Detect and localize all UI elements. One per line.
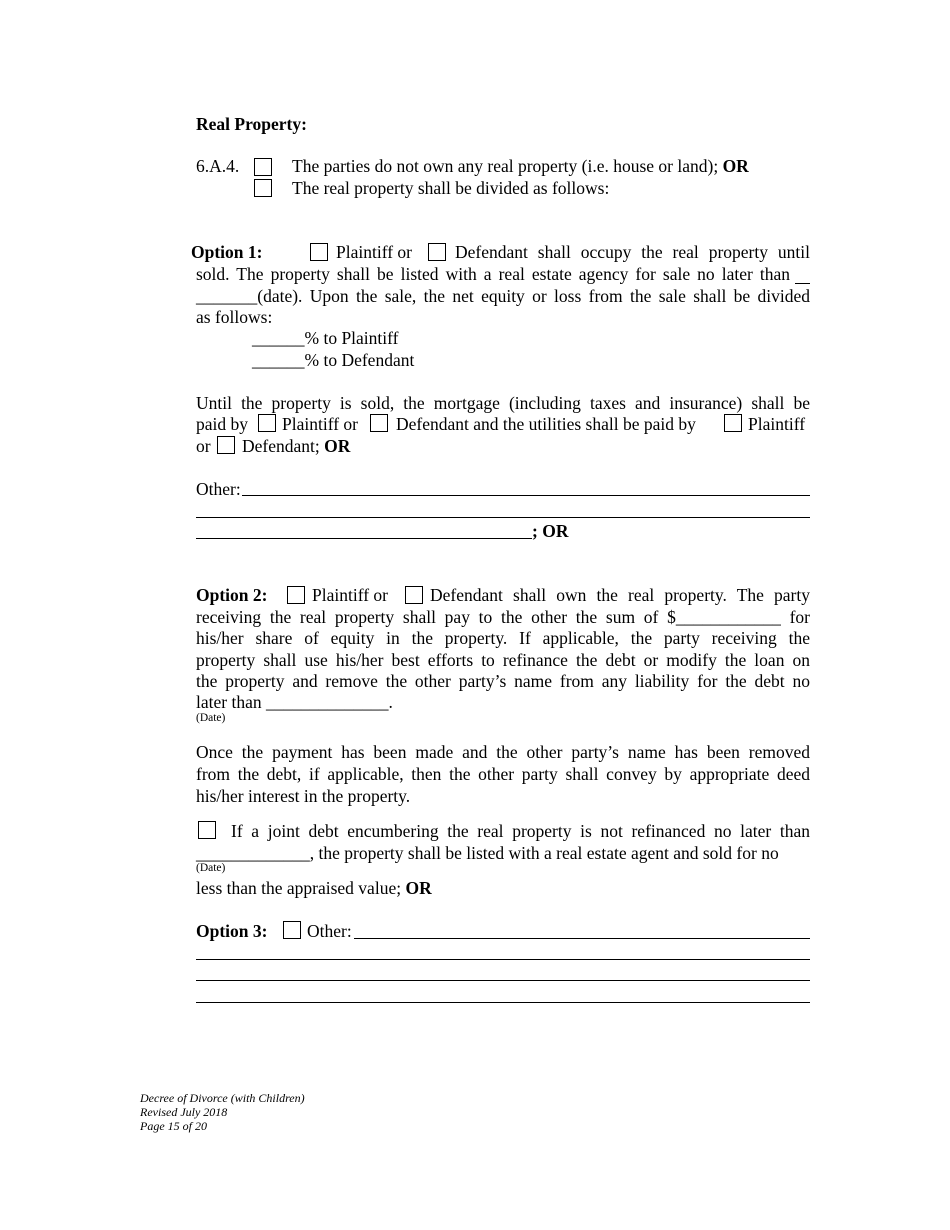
option1-other-label: Other: <box>196 479 241 499</box>
option2-conveyance-line1: Once the payment has been made and the other party’s name has been removed <box>196 742 810 762</box>
option3-other-line-2[interactable] <box>196 959 810 960</box>
option2-line2: receiving the real property shall pay to the other the sum of $____________ for <box>196 607 810 627</box>
option1-other-line-1[interactable] <box>242 495 810 496</box>
utilities-plaintiff-text: Plaintiff <box>748 414 806 434</box>
utilities-defendant-text: Defendant; OR <box>242 436 351 456</box>
option3-other-line-3[interactable] <box>196 980 810 981</box>
option2-line4: property shall use his/her best efforts to refinance the debt or modify the loan on <box>196 650 810 670</box>
option2-line5: the property and remove the other party’s name from any liability for the debt no <box>196 671 810 691</box>
utilities-defendant-checkbox[interactable] <box>217 436 235 454</box>
refinance-date-caption: (Date) <box>196 862 226 874</box>
utilities-or: or <box>196 436 211 456</box>
option3-other-label: Other: <box>307 921 352 941</box>
footer-page-number: Page 15 of 20 <box>140 1119 207 1133</box>
option1-mortgage-line1: Until the property is sold, the mortgage (including taxes and insurance) shall be <box>196 393 810 413</box>
option1-or: ; OR <box>532 521 569 541</box>
option1-defendant-occupy-checkbox[interactable] <box>428 243 446 261</box>
option2-defendant-checkbox[interactable] <box>405 586 423 604</box>
option1-plaintiff-text: Plaintiff or <box>336 242 412 262</box>
option2-plaintiff-checkbox[interactable] <box>287 586 305 604</box>
option1-listing-date-blank[interactable] <box>795 283 810 284</box>
no-real-property-checkbox[interactable] <box>254 158 272 176</box>
option1-pct-plaintiff: ______% to Plaintiff <box>252 328 399 348</box>
option3-other-line-4[interactable] <box>196 1002 810 1003</box>
option1-other-line-2[interactable] <box>196 517 810 518</box>
item-number: 6.A.4. <box>196 156 240 176</box>
divide-real-property-checkbox[interactable] <box>254 179 272 197</box>
option2-plaintiff-text: Plaintiff or <box>312 585 388 605</box>
mortgage-plaintiff-text: Plaintiff or <box>282 414 358 434</box>
footer-form-title: Decree of Divorce (with Children) <box>140 1091 305 1105</box>
option1-plaintiff-occupy-checkbox[interactable] <box>310 243 328 261</box>
option3-other-line-1[interactable] <box>354 938 810 939</box>
option1-mortgage-paid-by: paid by <box>196 414 249 434</box>
option1-label: Option 1: <box>191 242 263 262</box>
mortgage-defendant-checkbox[interactable] <box>370 414 388 432</box>
divide-real-property-text: The real property shall be divided as follows: <box>292 178 610 198</box>
option3-label: Option 3: <box>196 921 268 941</box>
section-title: Real Property: <box>196 114 307 134</box>
option1-as-follows: as follows: <box>196 307 273 327</box>
refinance-line2: _____________, the property shall be listed with a real estate agent and sold for no <box>196 843 779 863</box>
option2-date-caption: (Date) <box>196 712 226 724</box>
refinance-checkbox[interactable] <box>198 821 216 839</box>
option2-own-text: Defendant shall own the real property. The party <box>430 585 810 605</box>
no-real-property-text: The parties do not own any real property (i.e. house or land); OR <box>292 156 749 176</box>
option1-listing-text: sold. The property shall be listed with a real estate agency for sale no later than <box>196 264 790 284</box>
utilities-text: Defendant and the utilities shall be paid by <box>396 414 696 434</box>
option1-occupy-text: Defendant shall occupy the real property until <box>455 242 810 262</box>
option2-line3: his/her share of equity in the property. If applicable, the party receiving the <box>196 628 810 648</box>
option1-other-line-3[interactable] <box>196 538 532 539</box>
footer-revision: Revised July 2018 <box>140 1105 228 1119</box>
refinance-line3: less than the appraised value; OR <box>196 878 432 898</box>
option2-conveyance-line3: his/her interest in the property. <box>196 786 411 806</box>
mortgage-plaintiff-checkbox[interactable] <box>258 414 276 432</box>
footer <box>140 1091 305 1133</box>
utilities-plaintiff-checkbox[interactable] <box>724 414 742 432</box>
option1-sale-text: _______(date). Upon the sale, the net equity or loss from the sale shall be divided <box>196 286 810 306</box>
refinance-line1: If a joint debt encumbering the real property is not refinanced no later than <box>231 821 810 841</box>
option2-line6: later than ______________. <box>196 692 393 712</box>
option2-conveyance-line2: from the debt, if applicable, then the other party shall convey by appropriate deed <box>196 764 810 784</box>
option1-pct-defendant: ______% to Defendant <box>252 350 415 370</box>
option3-other-checkbox[interactable] <box>283 921 301 939</box>
option2-label: Option 2: <box>196 585 268 605</box>
